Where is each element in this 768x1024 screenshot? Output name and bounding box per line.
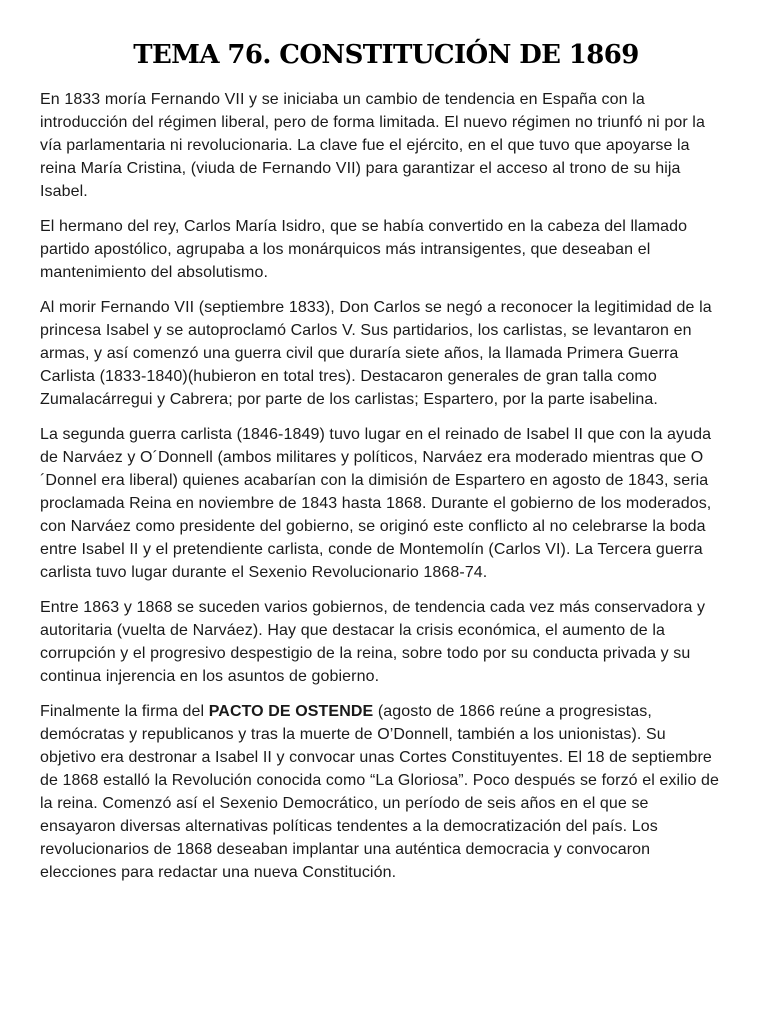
paragraph-6-body: (agosto de 1866 reúne a progresistas, demócratas y republicanos y tras la muerte de O’Donnell, también a los unionistas). Su objetivo era destronar a Isabel II y convocar unas Cortes Constituyentes. El 18 de septiembre de 1868 estalló la Revolución conocida como “La Gloriosa”. Poco después se forzó el exilio de la reina. Comenzó así el Sexenio Democrático, un período de seis años en el que se ensayaron diversas alternativas políticas tendentes a la democratización del país. Los revolucionarios de 1868 deseaban implantar una auténtica democracia y convocaron elecciones para redactar una nueva Constitución. bbox=[40, 703, 720, 881]
paragraph-6 bbox=[40, 700, 724, 884]
paragraph-6-intro: Finalmente la firma del bbox=[40, 703, 209, 720]
pacto-de-ostende-emphasis: PACTO DE OSTENDE bbox=[208, 703, 374, 720]
document-title: TEMA 76. CONSTITUCIÓN DE 1869 bbox=[133, 40, 639, 70]
paragraph-5: Entre 1863 y 1868 se suceden varios gobiernos, de tendencia cada vez más conservadora y autoritaria (vuelta de Narváez). Hay que destacar la crisis económica, el aumento de la corrupción y el progresivo despestigio de la reina, sobre todo por su conducta privada y su continua injerencia en los asuntos de gobierno. bbox=[40, 599, 706, 685]
paragraph-4: La segunda guerra carlista (1846-1849) tuvo lugar en el reinado de Isabel II que con la ayuda de Narváez y O´Donnell (ambos militares y políticos, Narváez era moderado mientras que O´Donnel era liberal) quienes acabarían con la dimisión de Espartero en agosto de 1843, seria proclamada Reina en noviembre de 1843 hasta 1868. Durante el gobierno de los moderados, con Narváez como presidente del gobierno, se originó este conflicto al no celebrarse la boda entre Isabel II y el pretendiente carlista, conde de Montemolín (Carlos VI). La Tercera guerra carlista tuvo lugar durante el Sexenio Revolucionario 1868-74. bbox=[40, 426, 712, 581]
paragraph-2: El hermano del rey, Carlos María Isidro, que se había convertido en la cabeza del llamado partido apostólico, agrupaba a los monárquicos más intransigentes, que deseaban el mantenimiento del absolutismo. bbox=[40, 218, 688, 281]
paragraph-1: En 1833 moría Fernando VII y se iniciaba un cambio de tendencia en España con la introducción del régimen liberal, pero de forma limitada. El nuevo régimen no triunfó ni por la vía parlamentaria ni revolucionaria. La clave fue el ejército, en el que tuvo que apoyarse la reina María Cristina, (viuda de Fernando VII) para garantizar el acceso al trono de su hija Isabel. bbox=[40, 91, 705, 200]
paragraph-3: Al morir Fernando VII (septiembre 1833), Don Carlos se negó a reconocer la legitimidad de la princesa Isabel y se autoproclamó Carlos V. Sus partidarios, los carlistas, se levantaron en armas, y así comenzó una guerra civil que duraría siete años, la llamada Primera Guerra Carlista (1833-1840)(hubieron en total tres). Destacaron generales de gran talla como Zumalacárregui y Cabrera; por parte de los carlistas; Espartero, por la parte isabelina. bbox=[40, 299, 712, 408]
